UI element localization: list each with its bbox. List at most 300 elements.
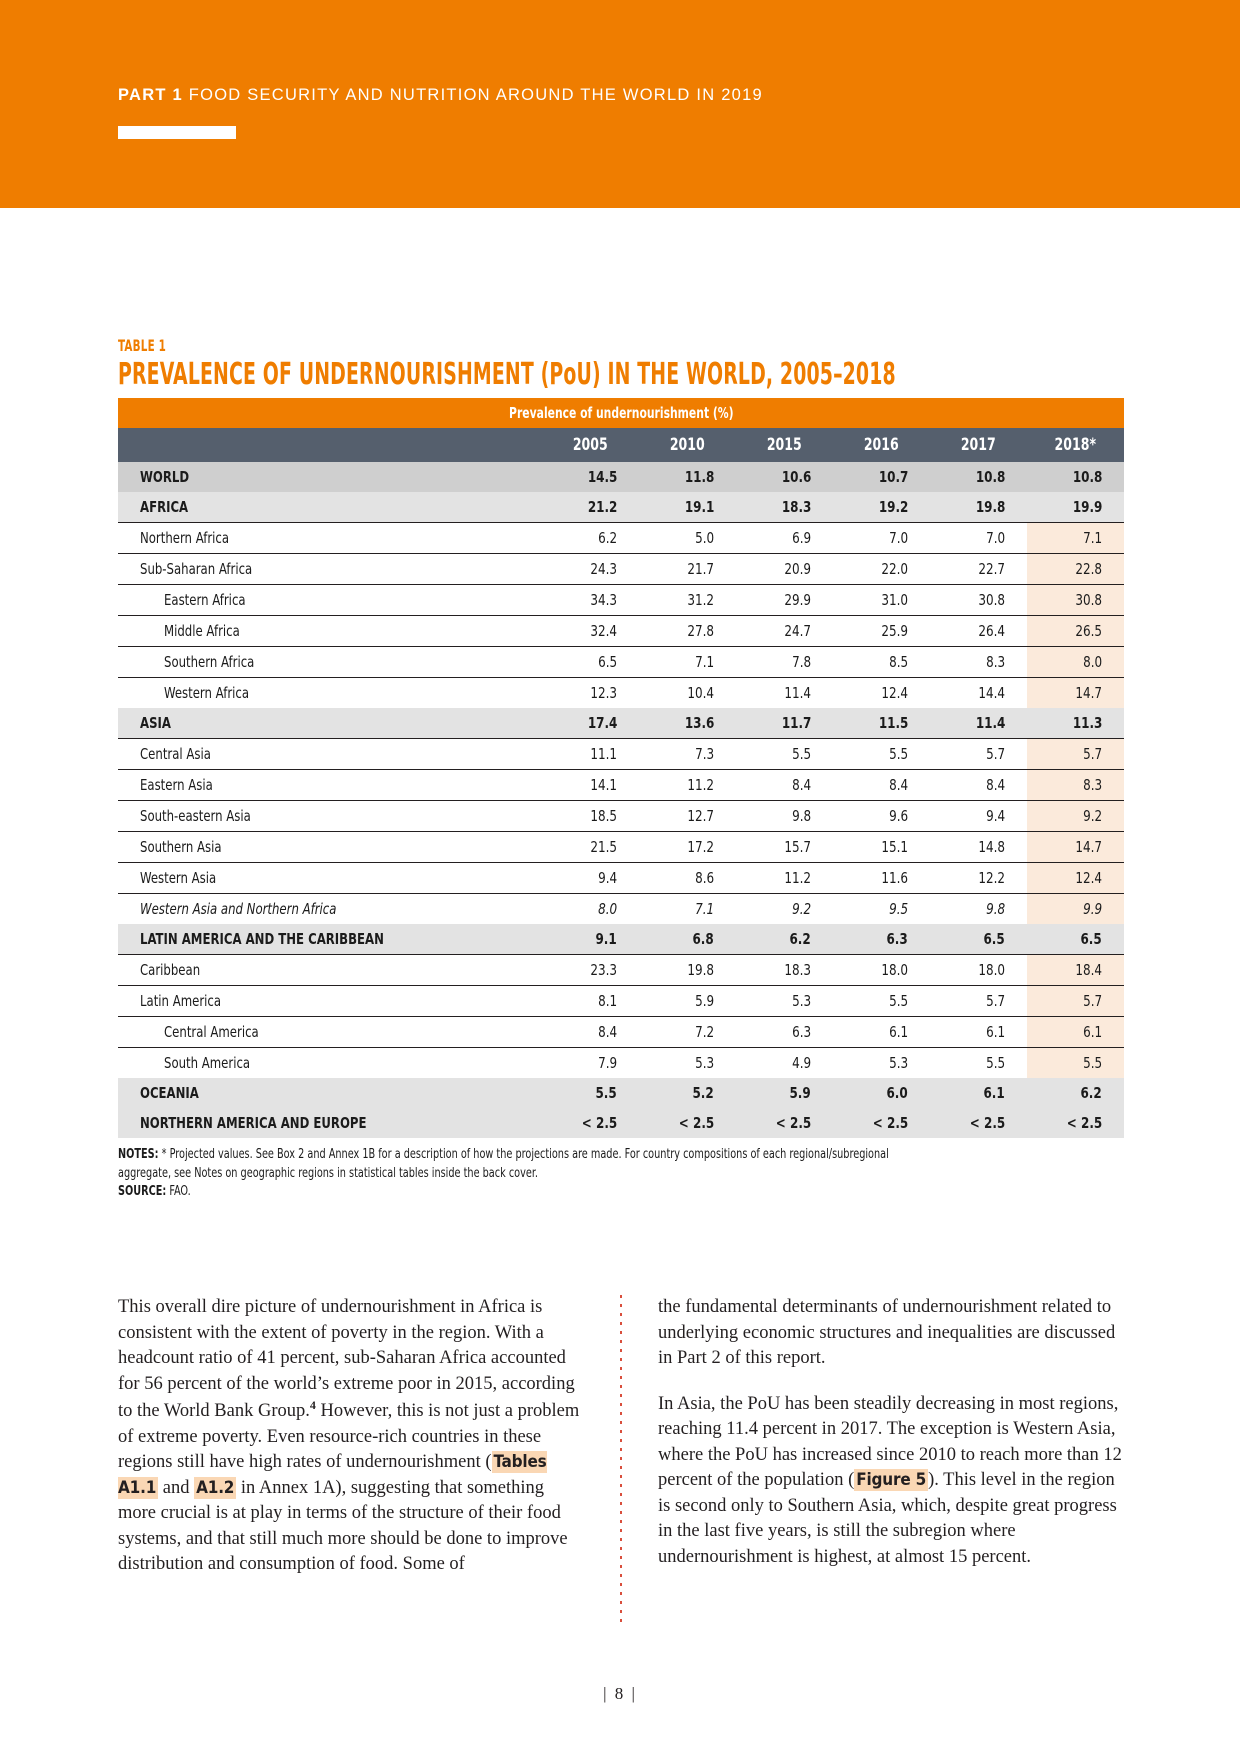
cell-value: 15.1	[881, 838, 908, 856]
source-text: FAO.	[166, 1183, 191, 1200]
cell-2010	[639, 1078, 736, 1108]
cell-2016	[833, 863, 930, 894]
cell-value: 18.5	[590, 807, 617, 825]
cell-value: 18.0	[978, 961, 1005, 979]
page-header-banner	[0, 0, 1240, 208]
cell-2018	[1027, 708, 1124, 739]
cell-value: 20.9	[784, 560, 811, 578]
cell-value: 6.2	[789, 930, 811, 948]
cell-2015	[736, 739, 833, 770]
cell-2005	[542, 554, 639, 585]
cell-value: 9.6	[888, 807, 908, 825]
cell-value: 5.3	[791, 992, 811, 1010]
cell-2018	[1027, 554, 1124, 585]
table-row	[118, 1048, 1124, 1079]
cell-value: 31.0	[881, 591, 908, 609]
part-title: FOOD SECURITY AND NUTRITION AROUND THE WORLD IN 2019	[188, 86, 763, 104]
header-rule	[118, 126, 236, 139]
cell-2016	[833, 616, 930, 647]
table-row	[118, 863, 1124, 894]
paragraph-text-c: and	[158, 1477, 195, 1498]
cell-2017	[930, 585, 1027, 616]
cell-2018	[1027, 585, 1124, 616]
row-label	[118, 678, 542, 709]
cell-value: 5.3	[694, 1054, 714, 1072]
part-label: PART 1	[118, 86, 183, 104]
cell-value: 9.4	[985, 807, 1005, 825]
cell-value: 6.1	[888, 1023, 908, 1041]
cell-2015	[736, 554, 833, 585]
cell-2018	[1027, 832, 1124, 863]
cell-value: 11.6	[881, 869, 908, 887]
cell-2016	[833, 770, 930, 801]
cell-2010	[639, 986, 736, 1017]
cell-value: 26.5	[1075, 622, 1103, 640]
cell-2015	[736, 585, 833, 616]
cell-2010	[639, 616, 736, 647]
cell-2016	[833, 986, 930, 1017]
row-label	[118, 708, 542, 739]
cell-value: 31.2	[687, 591, 714, 609]
cell-2016	[833, 955, 930, 986]
cell-2015	[736, 678, 833, 709]
cell-2017	[930, 924, 1027, 955]
table-row	[118, 708, 1124, 739]
table-row	[118, 523, 1124, 554]
cell-value: 18.3	[784, 961, 811, 979]
column-header-2018: 2018*	[1027, 428, 1124, 462]
cell-value: 13.6	[684, 714, 714, 732]
cell-2018	[1027, 801, 1124, 832]
cell-value: 12.2	[978, 869, 1005, 887]
cell-value: 9.5	[888, 900, 908, 918]
xref-tables-a1-1[interactable]: Tables A1.1	[118, 1452, 547, 1498]
cell-2018	[1027, 739, 1124, 770]
body-columns	[118, 1295, 1124, 1625]
cell-value: 5.5	[985, 1054, 1005, 1072]
cell-value: 22.0	[881, 560, 908, 578]
row-label-text: ASIA	[140, 714, 171, 732]
cell-value: 18.4	[1075, 961, 1103, 979]
cell-value: 21.2	[587, 498, 617, 516]
cell-value: 11.2	[784, 869, 811, 887]
table-row	[118, 955, 1124, 986]
cell-value: 12.3	[590, 684, 617, 702]
cell-2005	[542, 462, 639, 492]
cell-2005	[542, 739, 639, 770]
cell-2005	[542, 523, 639, 554]
cell-2018	[1027, 462, 1124, 492]
table-row	[118, 739, 1124, 770]
notes-text: * Projected values. See Box 2 and Annex 1B for a description of how the projections are made. For country compositions of each regional/subregional aggregate, see Notes on geographic regions in statistical tables inside the back cover.	[118, 1146, 889, 1181]
cell-2015	[736, 955, 833, 986]
row-label	[118, 462, 542, 492]
cell-value: 21.5	[590, 838, 617, 856]
cell-2017	[930, 1017, 1027, 1048]
paragraph-text-d: in Annex 1A), suggesting that something more crucial is at play in terms of the structure of their food systems, and that still much more should be done to improve distribution and consumption of food. Some of	[118, 1477, 568, 1575]
cell-2017	[930, 708, 1027, 739]
cell-2017	[930, 986, 1027, 1017]
cell-2005	[542, 924, 639, 955]
cell-value: 11.2	[687, 776, 714, 794]
cell-2016	[833, 1048, 930, 1079]
cell-2005	[542, 678, 639, 709]
cell-value: 8.4	[888, 776, 908, 794]
column-header-2017: 2017	[930, 428, 1027, 462]
cell-2015	[736, 1017, 833, 1048]
band-label: Prevalence of undernourishment (%)	[508, 404, 734, 422]
table-row	[118, 585, 1124, 616]
row-label	[118, 863, 542, 894]
row-label-text: Sub-Saharan Africa	[140, 560, 253, 578]
cell-2016	[833, 647, 930, 678]
cell-2015	[736, 708, 833, 739]
cell-2010	[639, 863, 736, 894]
cell-value: 6.3	[886, 930, 908, 948]
cell-value: 34.3	[590, 591, 617, 609]
paragraph-text-f: ). This level in the region is second only to Southern Asia, which, despite great progress in the last five years, is still the subregion where undernourishment is highest, at almost 15 percent.	[658, 1470, 1117, 1567]
cell-value: 9.8	[791, 807, 811, 825]
table-row	[118, 616, 1124, 647]
cell-value: 7.2	[694, 1023, 714, 1041]
body-column-left	[118, 1295, 584, 1625]
row-label	[118, 554, 542, 585]
cell-value: 12.4	[1075, 869, 1103, 887]
cell-2017	[930, 554, 1027, 585]
cell-value: 10.8	[1072, 468, 1103, 486]
row-label-text: Caribbean	[140, 961, 201, 979]
cell-value: 5.5	[595, 1084, 617, 1102]
row-label-text: WORLD	[140, 468, 190, 486]
cell-2018	[1027, 492, 1124, 523]
row-label	[118, 986, 542, 1017]
table-head	[118, 398, 1124, 462]
row-label	[118, 1048, 542, 1079]
row-label	[118, 894, 542, 925]
cell-2017	[930, 955, 1027, 986]
xref-figure-5[interactable]: Figure 5	[856, 1470, 927, 1491]
cell-value: 19.2	[878, 498, 908, 516]
cell-2010	[639, 1017, 736, 1048]
cell-2016	[833, 462, 930, 492]
cell-value: 19.9	[1072, 498, 1103, 516]
cell-2017	[930, 616, 1027, 647]
cell-value: 5.2	[692, 1084, 714, 1102]
cell-2017	[930, 462, 1027, 492]
table-row	[118, 801, 1124, 832]
cell-2018	[1027, 616, 1124, 647]
cell-value: 7.0	[985, 529, 1005, 547]
cell-2015	[736, 894, 833, 925]
cell-value: 27.8	[687, 622, 714, 640]
cell-value: 14.7	[1075, 838, 1103, 856]
cell-value: 11.3	[1072, 714, 1103, 732]
row-label	[118, 1078, 542, 1108]
cell-2010	[639, 647, 736, 678]
cell-value: < 2.5	[1066, 1114, 1103, 1132]
cell-value: 14.5	[587, 468, 617, 486]
cell-2017	[930, 647, 1027, 678]
cell-value: 30.8	[978, 591, 1005, 609]
cell-value: 6.5	[983, 930, 1005, 948]
cell-value: 4.9	[791, 1054, 811, 1072]
column-divider	[584, 1295, 658, 1625]
xref-a1-2[interactable]: A1.2	[196, 1477, 235, 1498]
table-row	[118, 678, 1124, 709]
cell-2017	[930, 894, 1027, 925]
cell-value: 8.1	[597, 992, 617, 1010]
row-label-text: Middle Africa	[164, 622, 240, 640]
breadcrumb	[118, 86, 763, 105]
cell-2005	[542, 1017, 639, 1048]
cell-2010	[639, 462, 736, 492]
cell-2005	[542, 986, 639, 1017]
row-label-text: Southern Africa	[164, 653, 255, 671]
cell-value: 10.8	[975, 468, 1005, 486]
cell-2016	[833, 1108, 930, 1138]
cell-2010	[639, 832, 736, 863]
cell-2016	[833, 832, 930, 863]
cell-value: 5.7	[985, 745, 1005, 763]
cell-value: 6.0	[886, 1084, 908, 1102]
table-row	[118, 894, 1124, 925]
cell-value: 22.7	[978, 560, 1005, 578]
row-label-text: AFRICA	[140, 498, 189, 516]
table-row	[118, 1108, 1124, 1138]
cell-value: 7.1	[694, 900, 714, 918]
row-label-text: Western Asia and Northern Africa	[140, 900, 337, 918]
cell-value: 5.7	[985, 992, 1005, 1010]
notes-label: NOTES:	[118, 1146, 159, 1162]
table-kicker: TABLE 1	[118, 336, 167, 355]
cell-value: 5.5	[1082, 1054, 1103, 1072]
cell-value: 11.4	[975, 714, 1005, 732]
cell-2018	[1027, 894, 1124, 925]
cell-value: 29.9	[784, 591, 811, 609]
cell-2005	[542, 492, 639, 523]
cell-value: 5.7	[1082, 745, 1103, 763]
cell-2010	[639, 1108, 736, 1138]
cell-2010	[639, 554, 736, 585]
paragraph-text-b: However, this is not just a problem of extreme poverty. Even resource-rich countries in these regions still have high rates of undernourishment (	[118, 1401, 580, 1473]
cell-2018	[1027, 986, 1124, 1017]
cell-value: 32.4	[590, 622, 617, 640]
footnote-marker-4: 4	[309, 1398, 316, 1413]
cell-2016	[833, 708, 930, 739]
cell-value: 7.8	[791, 653, 811, 671]
cell-value: 10.7	[878, 468, 908, 486]
cell-value: 24.7	[784, 622, 811, 640]
cell-value: 8.3	[985, 653, 1005, 671]
cell-2017	[930, 523, 1027, 554]
band-label-cell	[118, 398, 1124, 428]
cell-value: 19.8	[687, 961, 714, 979]
cell-2016	[833, 1078, 930, 1108]
cell-2005	[542, 1078, 639, 1108]
cell-2017	[930, 678, 1027, 709]
cell-2015	[736, 924, 833, 955]
cell-2010	[639, 492, 736, 523]
cell-2005	[542, 647, 639, 678]
cell-value: 5.0	[694, 529, 714, 547]
cell-value: 7.1	[1082, 529, 1103, 547]
cell-2017	[930, 832, 1027, 863]
row-label	[118, 739, 542, 770]
table-row	[118, 1017, 1124, 1048]
cell-2017	[930, 1048, 1027, 1079]
cell-value: 12.4	[881, 684, 908, 702]
row-label-text: Central America	[164, 1023, 259, 1041]
cell-value: 9.1	[595, 930, 617, 948]
cell-2010	[639, 770, 736, 801]
cell-value: 5.7	[1082, 992, 1103, 1010]
cell-2015	[736, 832, 833, 863]
cell-value: 11.5	[878, 714, 908, 732]
cell-2010	[639, 894, 736, 925]
column-header-2005: 2005	[542, 428, 639, 462]
row-label	[118, 770, 542, 801]
cell-value: < 2.5	[678, 1114, 714, 1132]
cell-value: 18.0	[881, 961, 908, 979]
cell-value: 17.2	[687, 838, 714, 856]
cell-2015	[736, 647, 833, 678]
cell-value: 5.5	[888, 992, 908, 1010]
table-row	[118, 832, 1124, 863]
cell-value: 30.8	[1075, 591, 1103, 609]
row-label-text: Southern Asia	[140, 838, 222, 856]
table-row	[118, 770, 1124, 801]
cell-value: 5.3	[888, 1054, 908, 1072]
cell-2016	[833, 894, 930, 925]
cell-2005	[542, 863, 639, 894]
cell-value: 9.2	[791, 900, 811, 918]
cell-value: 8.5	[888, 653, 908, 671]
row-label-text: Western Africa	[164, 684, 250, 702]
source-label: SOURCE:	[118, 1183, 167, 1200]
cell-value: 8.3	[1082, 776, 1103, 794]
cell-value: < 2.5	[969, 1114, 1005, 1132]
row-label-text: Eastern Africa	[164, 591, 246, 609]
cell-value: 5.9	[789, 1084, 811, 1102]
cell-2017	[930, 739, 1027, 770]
cell-2005	[542, 894, 639, 925]
cell-value: 7.0	[888, 529, 908, 547]
cell-2015	[736, 1078, 833, 1108]
cell-2018	[1027, 863, 1124, 894]
cell-2017	[930, 801, 1027, 832]
cell-2015	[736, 1048, 833, 1079]
cell-2015	[736, 616, 833, 647]
cell-2010	[639, 1048, 736, 1079]
dotted-rule	[620, 1295, 622, 1625]
cell-value: 8.0	[1082, 653, 1103, 671]
table-body	[118, 462, 1124, 1138]
cell-2018	[1027, 1108, 1124, 1138]
row-label	[118, 647, 542, 678]
cell-2015	[736, 492, 833, 523]
cell-value: 6.8	[692, 930, 714, 948]
page-footer	[0, 1684, 1240, 1704]
cell-value: 8.4	[985, 776, 1005, 794]
cell-2017	[930, 492, 1027, 523]
row-label-text: South-eastern Asia	[140, 807, 251, 825]
cell-value: 26.4	[978, 622, 1005, 640]
cell-value: 15.7	[784, 838, 811, 856]
cell-2018	[1027, 647, 1124, 678]
row-label	[118, 832, 542, 863]
cell-2018	[1027, 523, 1124, 554]
page-number: | 8 |	[603, 1684, 637, 1703]
row-label	[118, 801, 542, 832]
cell-value: 8.4	[791, 776, 811, 794]
table-row	[118, 924, 1124, 955]
cell-value: 14.4	[978, 684, 1005, 702]
cell-2016	[833, 678, 930, 709]
row-label-text: Northern Africa	[140, 529, 230, 547]
cell-2016	[833, 554, 930, 585]
cell-value: 22.8	[1075, 560, 1103, 578]
cell-2017	[930, 863, 1027, 894]
cell-value: < 2.5	[775, 1114, 811, 1132]
column-header-2010: 2010	[639, 428, 736, 462]
cell-2015	[736, 770, 833, 801]
row-label	[118, 585, 542, 616]
table-row	[118, 647, 1124, 678]
cell-value: 9.8	[985, 900, 1005, 918]
cell-2005	[542, 955, 639, 986]
cell-value: 10.4	[687, 684, 714, 702]
row-label-text: South America	[164, 1054, 251, 1072]
cell-value: 9.4	[597, 869, 617, 887]
table-notes	[118, 1145, 1124, 1201]
cell-value: 14.1	[590, 776, 617, 794]
cell-2015	[736, 523, 833, 554]
cell-2005	[542, 770, 639, 801]
cell-value: 6.9	[791, 529, 811, 547]
paragraph-determinants: the fundamental determinants of undernourishment related to underlying economic structures and inequalities are discussed in Part 2 of this report.	[658, 1297, 1116, 1369]
cell-2017	[930, 1108, 1027, 1138]
cell-2018	[1027, 770, 1124, 801]
cell-2015	[736, 863, 833, 894]
table-row	[118, 492, 1124, 523]
cell-2005	[542, 801, 639, 832]
cell-2016	[833, 801, 930, 832]
cell-2016	[833, 739, 930, 770]
prevalence-of-undernourishment-table	[118, 398, 1124, 1138]
cell-value: 6.1	[985, 1023, 1005, 1041]
cell-value: 5.5	[791, 745, 811, 763]
table-block	[118, 336, 1124, 1201]
paragraph-africa-poverty	[118, 1295, 584, 1578]
row-label	[118, 1108, 542, 1138]
cell-value: 8.0	[597, 900, 617, 918]
cell-value: 17.4	[587, 714, 617, 732]
row-label-text: Central Asia	[140, 745, 211, 763]
cell-2016	[833, 1017, 930, 1048]
cell-value: 5.5	[888, 745, 908, 763]
row-label	[118, 616, 542, 647]
table-column-header-row	[118, 428, 1124, 462]
paragraph-asia-pou	[658, 1392, 1124, 1571]
table-row	[118, 1078, 1124, 1108]
cell-2005	[542, 708, 639, 739]
paragraph-text-e: In Asia, the PoU has been steadily decreasing in most regions, reaching 11.4 percent in 2017. The exception is Western Asia, where the PoU has increased since 2010 to reach more than 12 percent of the population (	[658, 1393, 1122, 1491]
cell-2010	[639, 955, 736, 986]
cell-2010	[639, 739, 736, 770]
cell-value: 14.7	[1075, 684, 1103, 702]
cell-2015	[736, 462, 833, 492]
cell-value: 8.4	[597, 1023, 617, 1041]
